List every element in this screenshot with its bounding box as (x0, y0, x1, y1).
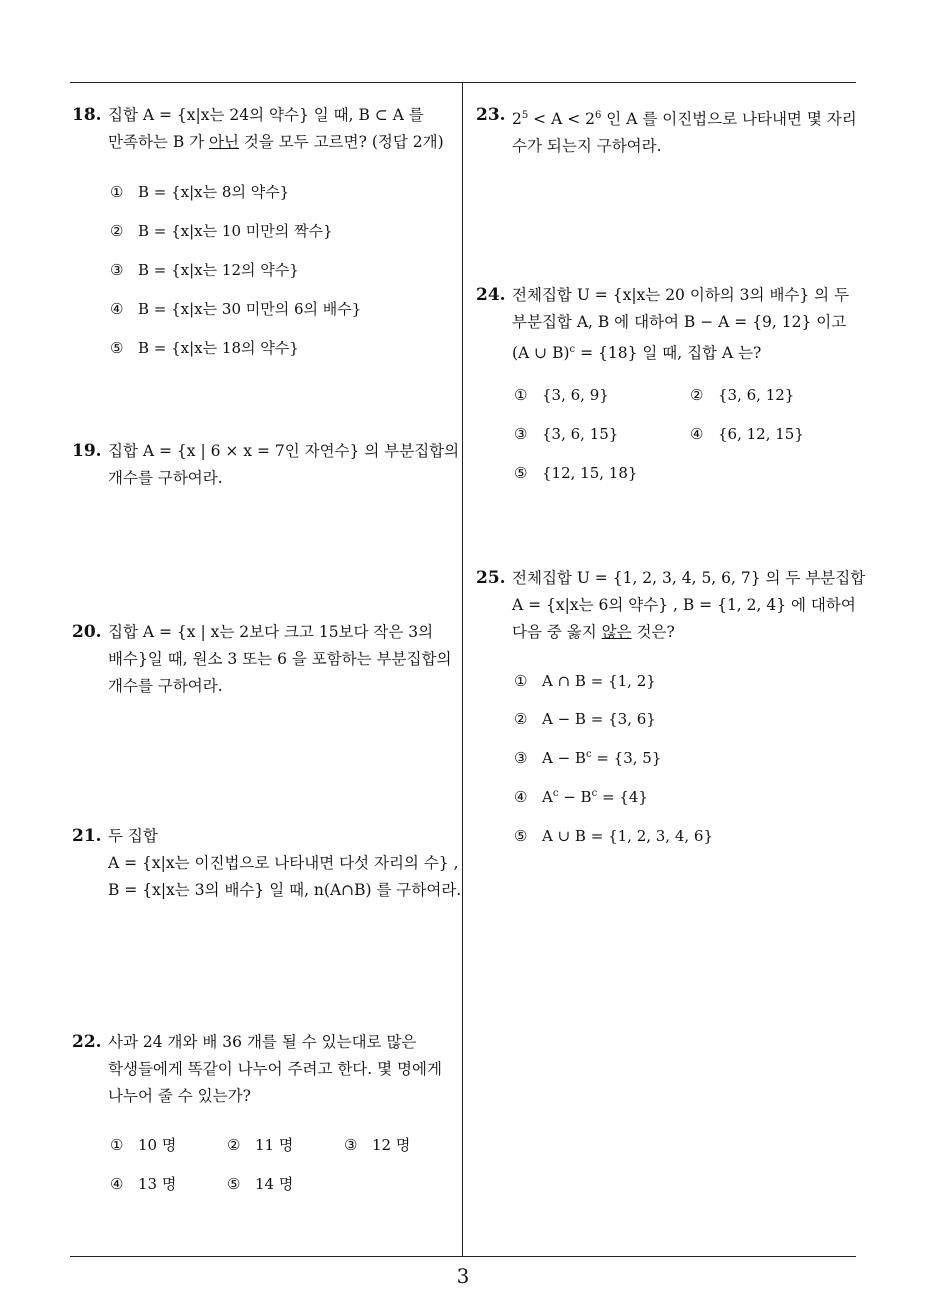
question-text-line: 집합 A = {x|x는 24의 약수} 일 때, B ⊂ A 를 (108, 106, 424, 124)
column-divider (462, 82, 463, 1256)
question-text-line: 개수를 구하여라. (108, 469, 223, 487)
question-21 (72, 823, 462, 904)
question-text-line: 두 집합 (108, 827, 158, 845)
answer-option[interactable]: ④ {6, 12, 15} (690, 425, 804, 443)
answer-option[interactable]: ③ $A - B^c = \{3$, 5} (514, 749, 662, 767)
question-18 (72, 102, 452, 156)
question-text-line: 학생들에게 똑같이 나누어 주려고 한다. 몇 명에게 (108, 1060, 442, 1078)
underlined-word: 아닌 (209, 133, 239, 151)
question-text-line: 만족하는 B 가 아닌 것을 모두 고르면? (정답 2개) (108, 133, 444, 151)
question-text-line: 전체집합 U = {1, 2, 3, 4, 5, 6, 7} 의 두 부분집합 (512, 569, 866, 587)
answer-option[interactable]: ① B = {x|x는 8의 약수} (110, 183, 290, 201)
question-text-line: 다음 중 옳지 않은 것은? (512, 623, 675, 641)
question-23 (476, 102, 856, 160)
answer-option[interactable]: ⑤ 14 명 (227, 1175, 294, 1193)
question-number: 22. (72, 1032, 102, 1052)
question-text-line: A = {x|x는 6의 약수} , B = {1, 2, 4} 에 대하여 (512, 596, 856, 614)
question-text-line: 전체집합 U = {x|x는 20 이하의 3의 배수} 의 두 (512, 286, 850, 304)
question-text-line: 개수를 구하여라. (108, 677, 223, 695)
answer-option[interactable]: ④ 13 명 (110, 1175, 177, 1193)
answer-option[interactable]: ⑤ A ∪ B = {1, 2, 3, 4, 6} (514, 827, 714, 845)
answer-option[interactable]: ⑤ B = {x|x는 18의 약수} (110, 339, 299, 357)
question-text-line: B = {x|x는 3의 배수} 일 때, n(A∩B) 를 구하여라. (108, 881, 462, 899)
answer-option[interactable]: ② {3, 6, 12} (690, 386, 795, 404)
question-text-line: 나누어 줄 수 있는가? (108, 1087, 251, 1105)
question-number: 19. (72, 441, 102, 461)
question-number: 21. (72, 826, 102, 846)
question-number: 25. (476, 568, 506, 588)
answer-option[interactable]: ② 11 명 (227, 1136, 294, 1154)
question-number: 23. (476, 105, 506, 125)
page-number: 3 (456, 1264, 470, 1288)
answer-option[interactable]: ② A − B = {3, 6} (514, 710, 656, 728)
question-24 (476, 282, 856, 367)
answer-option[interactable]: ③ {3, 6, 15} (514, 425, 619, 443)
answer-option[interactable]: ① 10 명 (110, 1136, 177, 1154)
question-25 (476, 565, 866, 646)
question-text-line: 집합 A = {x | 6 × x = 7인 자연수} 의 부분집합의 (108, 442, 460, 460)
answer-option[interactable]: ③ 12 명 (344, 1136, 411, 1154)
question-number: 18. (72, 105, 102, 125)
question-text-line: A = {x|x는 이진법으로 나타내면 다섯 자리의 수} , (108, 854, 459, 872)
bottom-rule (70, 1256, 856, 1257)
question-text-line: 부분집합 A, B 에 대하여 B − A = {9, 12} 이고 (512, 313, 847, 331)
question-text-line: (A ∪ B)$^c$ = {18} 일 때, 집합 A 는? (512, 344, 762, 363)
question-text-line: 집합 A = {x | x는 2보다 크고 15보다 작은 3의 (108, 623, 434, 641)
answer-option[interactable]: ① A ∩ B = {1, 2} (514, 672, 656, 690)
question-text-line: 사과 24 개와 배 36 개를 될 수 있는대로 많은 (108, 1033, 417, 1051)
question-number: 24. (476, 285, 506, 305)
answer-option[interactable]: ③ B = {x|x는 12의 약수} (110, 261, 299, 279)
question-number: 20. (72, 622, 102, 642)
answer-option[interactable]: ④ B = {x|x는 30 미만의 6의 배수} (110, 300, 362, 318)
answer-option[interactable]: ① {3, 6, 9} (514, 386, 609, 404)
top-rule (70, 82, 856, 83)
question-22 (72, 1029, 452, 1110)
question-text-line: 수가 되는지 구하여라. (512, 137, 662, 156)
answer-option[interactable]: ② B = {x|x는 10 미만의 짝수} (110, 222, 333, 240)
answer-option[interactable]: ⑤ {12, 15, 18} (514, 464, 638, 482)
question-text-line: $2^5 < A < 2^6$ 인 A 를 이진법으로 나타내면 몇 자리 (512, 110, 857, 129)
question-20 (72, 619, 452, 700)
question-19 (72, 438, 460, 492)
question-text-line: 배수}일 때, 원소 3 또는 6 을 포함하는 부분집합의 (108, 650, 452, 668)
underlined-word: 않은 (601, 623, 632, 641)
answer-option[interactable]: ④ $A^c - B^c = \{4\}$ (514, 788, 648, 806)
